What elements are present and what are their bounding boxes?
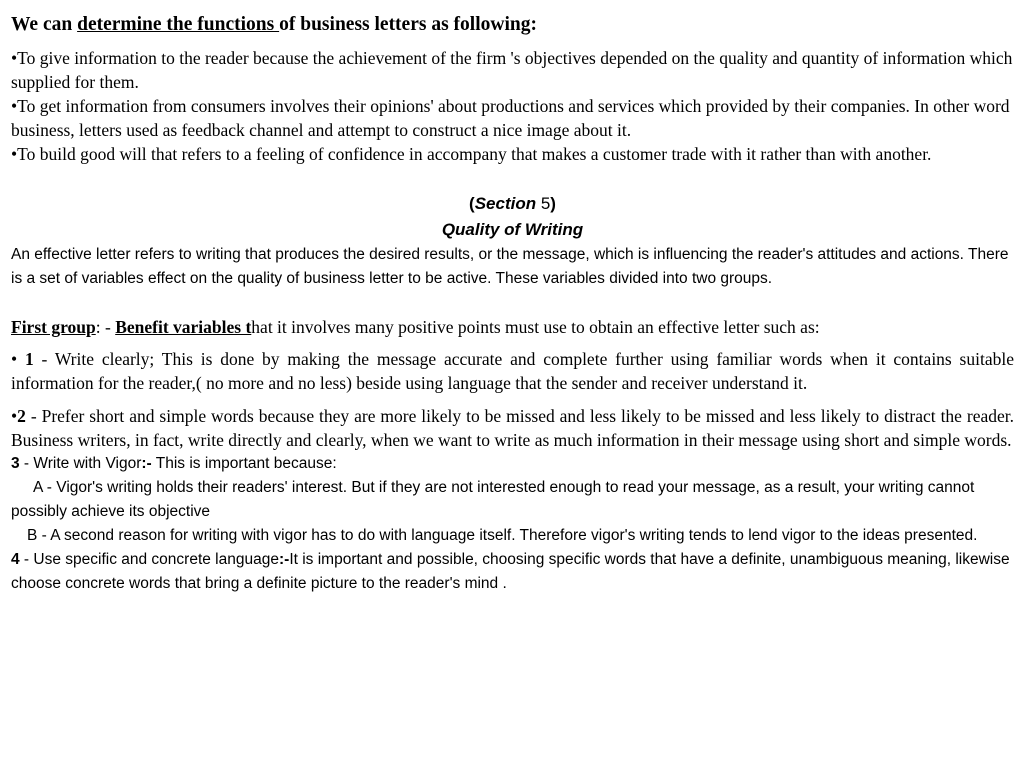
heading-prefix: We can bbox=[11, 14, 78, 35]
group-description: hat it involves many positive points must use to obtain an effective letter such as: bbox=[251, 317, 820, 337]
group-label: First group bbox=[11, 317, 96, 337]
group-separator: : - bbox=[95, 317, 116, 337]
bullet-1: •To give information to the reader because the achievement of the firm 's objectives depended on the quality and quantity of information which supplied for them. bbox=[11, 48, 1013, 92]
item-3-b bbox=[11, 524, 1014, 548]
item-2-bullet: • bbox=[11, 406, 18, 426]
document-page bbox=[11, 12, 1014, 596]
item-4-mark: :- bbox=[278, 551, 290, 568]
item-4-text: It is important and possible, choosing specific words that have a definite, unambiguous meaning, likewise choose concrete words that bring a definite picture to the reader's mind . bbox=[11, 551, 1010, 592]
bullet-2: •To get information from consumers involves their opinions' about productions and services which provided by their companies. In other word business, letters used as feedback channel and attempt to construct a nice image about it. bbox=[11, 96, 1010, 140]
item-3-number: 3 bbox=[11, 455, 20, 472]
item-1-bullet: • bbox=[11, 349, 25, 369]
item-1-text: - Write clearly; This is done by making the message accurate and complete further using familiar words when it contains suitable information for the reader,( no more and no less) beside using language that the sender and receiver understand it. bbox=[11, 349, 1014, 393]
group-line bbox=[11, 315, 1014, 339]
heading-suffix: of business letters as following: bbox=[279, 14, 537, 35]
item-4-lead: - Use specific and concrete language bbox=[19, 551, 279, 568]
item-2-number: 2 bbox=[17, 406, 26, 426]
section-close-paren: ) bbox=[550, 194, 556, 213]
page-heading bbox=[11, 12, 1014, 38]
bullet-3: •To build good will that refers to a feeling of confidence in accompany that makes a customer trade with it rather than with another. bbox=[11, 144, 932, 164]
section-number: 5 bbox=[536, 194, 551, 213]
section-word: Section bbox=[474, 194, 537, 213]
section-subtitle: Quality of Writing bbox=[441, 220, 584, 239]
item-3-text: This is important because: bbox=[151, 455, 337, 472]
item-4 bbox=[11, 548, 1014, 596]
item-3 bbox=[11, 452, 1014, 476]
section-open-paren: ( bbox=[469, 194, 475, 213]
benefit-label: Benefit variables t bbox=[115, 317, 252, 337]
item-1 bbox=[11, 347, 1014, 395]
item-1-number: 1 bbox=[24, 349, 34, 369]
item-3-b-text: B - A second reason for writing with vigor has to do with language itself. Therefore vigor's writing tends to lend vigor to the ideas presented. bbox=[27, 527, 978, 544]
heading-underlined: determine the functions bbox=[77, 14, 280, 35]
intro-paragraph: An effective letter refers to writing that produces the desired results, or the message, which is influencing the reader's attitudes and actions. There is a set of variables effect on the quality of business letter to be active. These variables divided into two groups. bbox=[11, 246, 1009, 287]
section-title bbox=[11, 190, 1014, 217]
spacer bbox=[11, 291, 1014, 315]
item-2 bbox=[11, 404, 1014, 452]
item-3-a-text: A - Vigor's writing holds their readers' interest. But if they are not interested enough to read your message, as a result, your writing cannot possibly achieve its objective bbox=[11, 479, 975, 520]
item-2-text: - Prefer short and simple words because they are more likely to be missed and less likely to be missed and less likely to distract the reader. Business writers, in fact, write directly and clearly, when we want to write as much information in their message using short and simple words. bbox=[11, 406, 1014, 450]
item-3-mark: :- bbox=[141, 455, 152, 472]
item-3-a bbox=[11, 476, 1014, 524]
item-3-lead: - Write with Vigor bbox=[19, 455, 142, 472]
item-4-number: 4 bbox=[11, 551, 20, 568]
